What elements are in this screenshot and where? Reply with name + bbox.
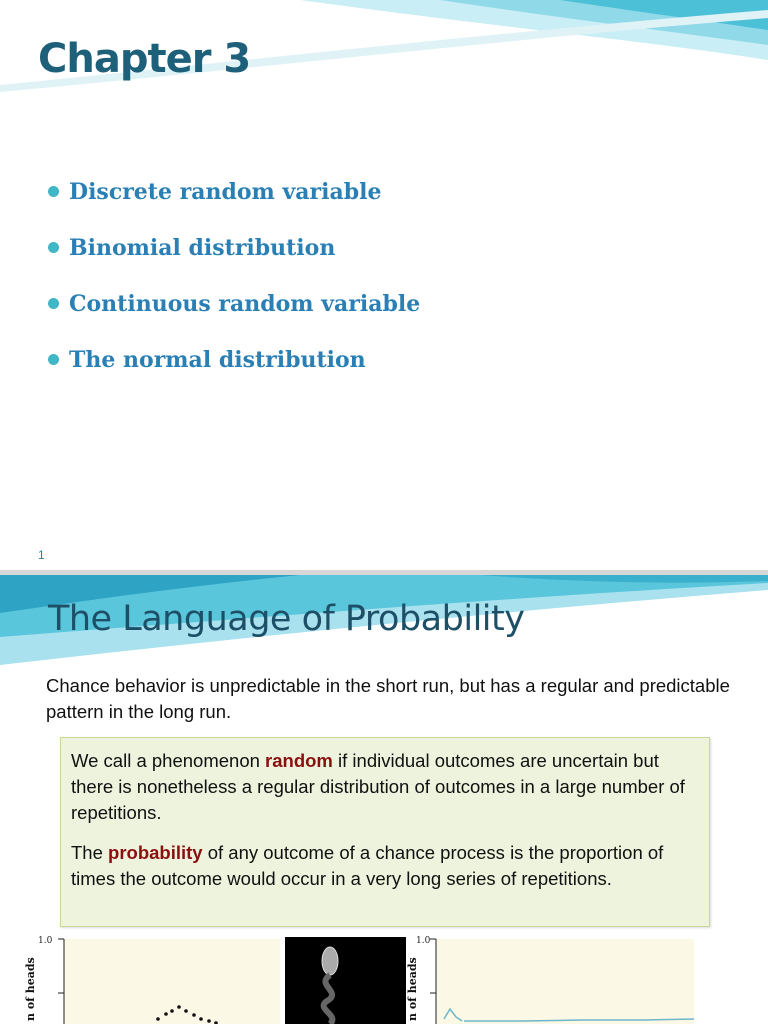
bullet-dot-icon [48,298,59,309]
page-number: 1 [38,548,45,562]
bullet-item [48,287,420,343]
y-tick-top: 1.0 [38,936,53,946]
slide-2 [0,575,768,1024]
definition-box [60,737,710,927]
coin-trail [324,975,333,1024]
y-axis-label: n of heads [24,957,37,1021]
bullet-text: Discrete random variable [69,179,382,205]
bullet-list [48,175,420,399]
bullet-text: Binomial distribution [69,235,336,261]
intro-text: Chance behavior is unpredictable in the short run, but has a regular and predictable pattern in the long run. [46,675,730,722]
bullet-text: The normal distribution [69,347,366,373]
definition-probability: The probability of any outcome of a chance process is the proportion of times the outcome would occur in a very long series of repetitions. [71,842,664,889]
bullet-item [48,231,420,287]
keyword-probability: probability [108,842,203,863]
bullet-dot-icon [48,354,59,365]
coin-icon [322,947,338,975]
proportion-chart-left [20,933,280,1024]
definition-random: We call a phenomenon random if individual outcomes are uncertain but there is nonetheless a regular distribution of outcomes in a large number of repetitions. [71,750,685,823]
bullet-text: Continuous random variable [69,291,421,317]
plot-background [436,939,694,1024]
coin-spin-photo [285,937,406,1024]
bullet-dot-icon [48,242,59,253]
keyword-random: random [265,750,333,771]
slide-title: The Language of Probability [48,599,525,639]
y-axis-label: n of heads [406,957,419,1021]
bullet-item [48,175,420,231]
y-tick-top: 1.0 [416,936,431,946]
bullet-item [48,343,420,399]
bullet-dot-icon [48,186,59,197]
proportion-chart-right [404,933,694,1024]
slide-title: Chapter 3 [38,36,251,82]
